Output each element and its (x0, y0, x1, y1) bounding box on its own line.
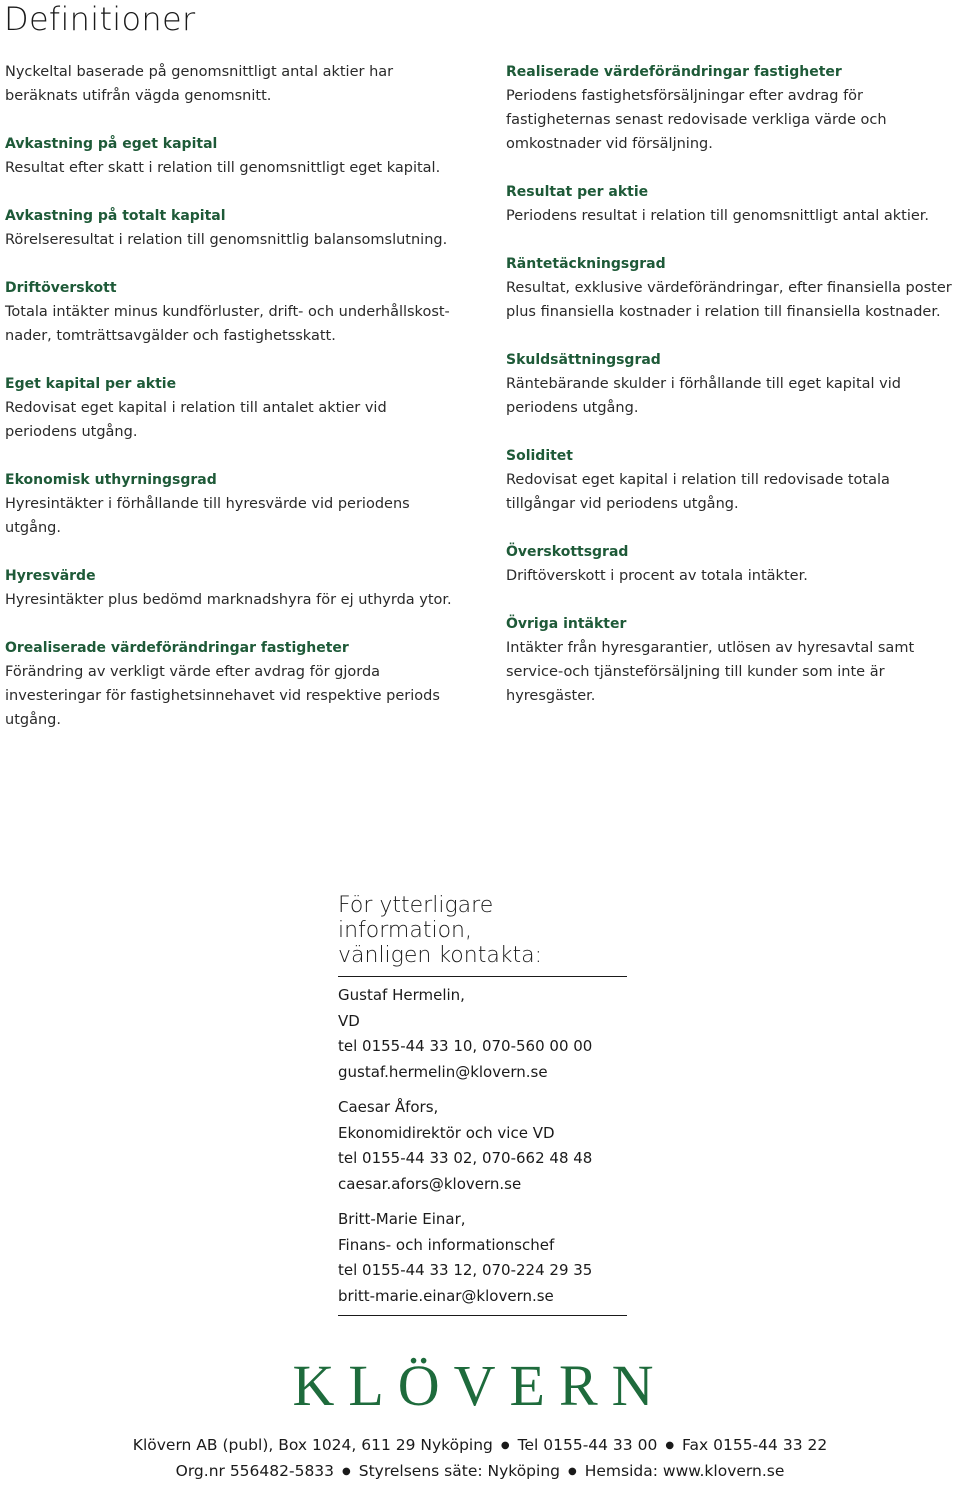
page-title: Definitioner (4, 0, 196, 38)
definition-term: Övriga intäkter (506, 616, 627, 632)
definition-text: Redovisat eget kapital i relation till antalet aktier vid periodens utgång. (5, 400, 387, 440)
definition-item (5, 564, 455, 612)
footer-fax: Fax 0155-44 33 22 (682, 1436, 828, 1454)
definition-text: Intäkter från hyresgarantier, utlösen av hyresavtal samt service-och tjänsteförsäljning till kunder som inte är hyresgäster. (506, 640, 915, 704)
footer-line-1 (0, 1436, 960, 1454)
footer-line-2 (0, 1462, 960, 1480)
contact-name: Caesar Åfors, (338, 1098, 439, 1116)
definition-term: Realiserade värdeförändringar fastigheter (506, 64, 842, 80)
definition-item (5, 204, 455, 252)
left-column (5, 60, 455, 756)
footer-website[interactable]: Hemsida: www.klovern.se (584, 1462, 785, 1480)
definition-term: Avkastning på totalt kapital (5, 208, 226, 224)
definition-term: Resultat per aktie (506, 184, 649, 200)
definition-text: Förändring av verkligt värde efter avdrag för gjorda investeringar för fastighetsinnehavet vid respektive periods utgång. (5, 664, 440, 728)
bullet-icon: ● (568, 1466, 577, 1477)
definition-term: Driftöverskott (5, 280, 117, 296)
definition-text: Rörelseresultat i relation till genomsnittlig balansomslutning. (5, 232, 448, 248)
definition-item (5, 276, 455, 348)
definition-item (506, 348, 960, 420)
contact-box (338, 893, 627, 1316)
definition-text: Hyresintäkter i förhållande till hyresvärde vid periodens utgång. (5, 496, 410, 536)
contact-heading (338, 893, 627, 977)
definition-text: Redovisat eget kapital i relation till redovisade totala tillgångar vid periodens utgång. (506, 472, 890, 512)
definition-term: Ekonomisk uthyrningsgrad (5, 472, 217, 488)
contact-role: Ekonomidirektör och vice VD (338, 1123, 555, 1142)
footer-address: Klövern AB (publ), Box 1024, 611 29 Nyköping (132, 1436, 493, 1454)
contact-phone: tel 0155-44 33 12, 070-224 29 35 (338, 1261, 593, 1279)
footer-phone: Tel 0155-44 33 00 (517, 1436, 658, 1454)
contact-heading-line: För ytterligare information, (338, 893, 494, 943)
definition-term: Hyresvärde (5, 568, 96, 584)
definition-item (506, 180, 960, 228)
definition-item (5, 132, 455, 180)
definition-text: Resultat, exklusive värdeförändringar, efter finansiella poster plus finansiella kostnader i relation till finansiella kostnader. (506, 280, 952, 320)
definition-text: Resultat efter skatt i relation till genomsnittligt eget kapital. (5, 160, 441, 176)
definition-item (506, 540, 960, 588)
footer-seat: Styrelsens säte: Nyköping (358, 1462, 560, 1480)
intro-text: Nyckeltal baserade på genomsnittligt antal aktier har beräknats utifrån vägda genomsnitt. (5, 64, 394, 104)
definition-term: Orealiserade värdeförändringar fastigheter (5, 640, 349, 656)
definition-item (506, 444, 960, 516)
klovern-logo: KLÖVERN (292, 1353, 668, 1418)
definition-term: Avkastning på eget kapital (5, 136, 218, 152)
contact-person (338, 983, 627, 1085)
definition-text: Hyresintäkter plus bedömd marknadshyra för ej uthyrda ytor. (5, 592, 452, 608)
contact-email[interactable]: caesar.afors@klovern.se (338, 1174, 522, 1193)
definition-text: Periodens resultat i relation till genomsnittligt antal aktier. (506, 208, 930, 224)
definition-text: Räntebärande skulder i förhållande till eget kapital vid periodens utgång. (506, 376, 901, 416)
definition-text: Totala intäkter minus kundförluster, drift- och underhållskost-nader, tomträttsavgälder och fastighetsskatt. (5, 304, 450, 344)
definition-item (5, 372, 455, 444)
contact-role: VD (338, 1011, 360, 1030)
bullet-icon: ● (342, 1466, 351, 1477)
definition-term: Överskottsgrad (506, 544, 629, 560)
contact-phone: tel 0155-44 33 02, 070-662 48 48 (338, 1149, 593, 1167)
contact-person (338, 1095, 627, 1197)
footer-orgnr: Org.nr 556482-5833 (175, 1462, 335, 1480)
right-column (506, 60, 960, 732)
definition-text: Driftöverskott i procent av totala intäkter. (506, 568, 808, 584)
definition-item (5, 468, 455, 540)
contact-persons (338, 977, 627, 1316)
definition-item (506, 612, 960, 708)
contact-name: Gustaf Hermelin, (338, 986, 465, 1004)
definition-term: Skuldsättningsgrad (506, 352, 661, 368)
contact-heading-line: vänligen kontakta: (338, 943, 543, 968)
contact-email[interactable]: gustaf.hermelin@klovern.se (338, 1062, 548, 1081)
definition-item (506, 60, 960, 156)
contact-name: Britt-Marie Einar, (338, 1210, 466, 1228)
definition-term: Räntetäckningsgrad (506, 256, 666, 272)
definition-item (506, 252, 960, 324)
definition-term: Eget kapital per aktie (5, 376, 177, 392)
definition-text: Periodens fastighetsförsäljningar efter avdrag för fastigheternas senast redovisade verkliga värde och omkostnader vid försäljning. (506, 88, 887, 152)
contact-email[interactable]: britt-marie.einar@klovern.se (338, 1286, 554, 1305)
bullet-icon: ● (665, 1440, 675, 1451)
definition-item (5, 636, 455, 732)
contact-phone: tel 0155-44 33 10, 070-560 00 00 (338, 1037, 593, 1055)
contact-person (338, 1207, 627, 1309)
bullet-icon: ● (500, 1440, 510, 1451)
contact-role: Finans- och informationschef (338, 1235, 555, 1254)
definition-term: Soliditet (506, 448, 573, 464)
